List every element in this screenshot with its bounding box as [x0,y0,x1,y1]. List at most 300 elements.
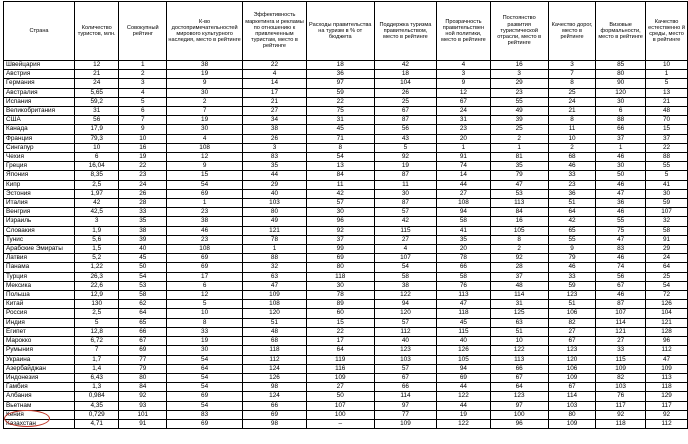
table-cell[interactable]: 1,7 [75,355,119,364]
table-cell[interactable]: 116 [306,364,374,373]
country-cell[interactable]: Албания [4,392,75,401]
table-cell[interactable]: 108 [167,245,243,254]
country-cell[interactable]: Германия [4,79,75,88]
table-cell[interactable]: 40 [243,189,307,198]
table-cell[interactable]: 22 [306,97,374,106]
table-cell[interactable]: 54 [374,263,437,272]
table-cell[interactable]: 44 [243,171,307,180]
table-cell[interactable]: 30 [646,189,688,198]
table-cell[interactable]: 36 [306,70,374,79]
table-cell[interactable]: 45 [306,125,374,134]
table-cell[interactable]: 96 [306,217,374,226]
table-cell[interactable]: 47 [646,355,688,364]
country-cell[interactable]: Франция [4,134,75,143]
country-cell[interactable]: США [4,116,75,125]
table-cell[interactable]: 39 [490,116,548,125]
table-cell[interactable]: 41 [437,226,490,235]
table-cell[interactable]: 123 [548,346,595,355]
table-cell[interactable]: 5 [646,79,688,88]
table-cell[interactable]: 97 [374,401,437,410]
table-cell[interactable]: 96 [490,419,548,428]
table-cell[interactable]: 106 [548,309,595,318]
table-cell[interactable]: 4,71 [75,419,119,428]
table-cell[interactable]: 3 [490,70,548,79]
table-cell[interactable]: 87 [596,300,646,309]
table-cell[interactable]: 26 [243,134,307,143]
table-cell[interactable]: 114 [490,291,548,300]
table-cell[interactable]: 22 [243,61,307,70]
table-cell[interactable]: 83 [243,153,307,162]
table-cell[interactable]: 21 [548,107,595,116]
table-cell[interactable]: 31 [437,116,490,125]
table-cell[interactable]: 59 [548,281,595,290]
table-cell[interactable]: 54 [167,401,243,410]
table-cell[interactable]: 12 [167,153,243,162]
table-cell[interactable]: 9 [167,162,243,171]
table-cell[interactable]: 0,984 [75,392,119,401]
table-cell[interactable]: 35 [119,217,167,226]
table-cell[interactable]: 115 [596,355,646,364]
table-cell[interactable]: 104 [646,309,688,318]
table-cell[interactable]: 64 [490,383,548,392]
table-cell[interactable]: 22,6 [75,281,119,290]
table-cell[interactable]: 123 [548,291,595,300]
table-cell[interactable]: 88 [243,254,307,263]
country-cell[interactable]: Гамбия [4,383,75,392]
table-cell[interactable]: 12 [437,88,490,97]
table-cell[interactable]: 16 [119,143,167,152]
table-cell[interactable]: 65 [548,226,595,235]
table-cell[interactable]: 64 [306,346,374,355]
table-cell[interactable]: 1 [490,143,548,152]
table-cell[interactable]: 67 [374,107,437,116]
table-cell[interactable]: 6 [119,107,167,116]
table-cell[interactable]: 45 [119,254,167,263]
table-cell[interactable]: 122 [374,291,437,300]
table-cell[interactable]: 120 [548,355,595,364]
table-cell[interactable]: 68 [548,153,595,162]
table-cell[interactable]: 24 [646,254,688,263]
table-cell[interactable]: 94 [374,300,437,309]
table-cell[interactable]: 17,9 [75,125,119,134]
table-cell[interactable]: 53 [490,189,548,198]
table-cell[interactable]: 40 [437,337,490,346]
table-cell[interactable]: 118 [243,346,307,355]
table-cell[interactable]: 1,4 [75,364,119,373]
table-cell[interactable]: 50 [119,263,167,272]
table-cell[interactable]: 129 [646,392,688,401]
table-cell[interactable]: 119 [306,355,374,364]
table-cell[interactable]: 88 [596,116,646,125]
country-cell[interactable]: Панама [4,263,75,272]
table-cell[interactable]: 122 [437,392,490,401]
table-cell[interactable]: 66 [490,364,548,373]
table-cell[interactable]: 64 [646,263,688,272]
table-cell[interactable]: 9 [548,245,595,254]
table-cell[interactable]: 107 [596,309,646,318]
table-cell[interactable]: 126 [243,373,307,382]
table-cell[interactable]: 37 [306,235,374,244]
table-cell[interactable]: 93 [119,401,167,410]
table-cell[interactable]: 51 [548,199,595,208]
table-cell[interactable]: 54 [646,281,688,290]
table-cell[interactable]: 67 [119,337,167,346]
table-cell[interactable]: 3 [75,217,119,226]
country-cell[interactable]: Казахстан [4,419,75,428]
table-cell[interactable]: 108 [167,143,243,152]
table-cell[interactable]: 8 [548,116,595,125]
table-cell[interactable]: 22 [119,162,167,171]
table-cell[interactable]: 40 [119,245,167,254]
table-cell[interactable]: 2 [548,143,595,152]
table-cell[interactable]: 6,43 [75,373,119,382]
table-cell[interactable]: 4 [167,134,243,143]
table-cell[interactable]: 50 [596,171,646,180]
table-cell[interactable]: 26,3 [75,272,119,281]
table-cell[interactable]: 126 [437,346,490,355]
table-cell[interactable]: 17 [306,337,374,346]
table-cell[interactable]: 59 [306,88,374,97]
table-cell[interactable]: 103 [548,401,595,410]
table-cell[interactable]: 12 [75,61,119,70]
table-cell[interactable]: 78 [306,291,374,300]
country-cell[interactable]: Греция [4,162,75,171]
table-cell[interactable]: 118 [306,272,374,281]
table-cell[interactable]: 39 [119,235,167,244]
table-cell[interactable]: 30 [167,346,243,355]
table-cell[interactable]: 58 [119,291,167,300]
table-cell[interactable]: 43 [374,134,437,143]
table-cell[interactable]: 54 [167,180,243,189]
table-cell[interactable]: 13 [646,88,688,97]
table-cell[interactable]: 94 [437,364,490,373]
table-cell[interactable]: 7 [75,346,119,355]
table-cell[interactable]: 67 [596,281,646,290]
table-cell[interactable]: 49 [243,217,307,226]
country-cell[interactable]: Кипр [4,180,75,189]
table-cell[interactable]: 37 [596,134,646,143]
country-cell[interactable]: Индия [4,318,75,327]
table-cell[interactable]: 83 [167,410,243,419]
table-cell[interactable]: 85 [596,61,646,70]
table-cell[interactable]: 19 [167,116,243,125]
table-cell[interactable]: 67 [548,337,595,346]
table-cell[interactable]: 10 [548,134,595,143]
table-cell[interactable]: 12,9 [75,291,119,300]
table-cell[interactable]: 126 [646,300,688,309]
table-cell[interactable]: 36 [596,199,646,208]
table-cell[interactable]: 123 [374,346,437,355]
table-cell[interactable]: 76 [437,281,490,290]
table-cell[interactable]: 55 [490,97,548,106]
table-cell[interactable]: 1,97 [75,189,119,198]
table-cell[interactable]: 46 [548,162,595,171]
table-cell[interactable]: 27 [306,383,374,392]
table-cell[interactable]: 37 [490,272,548,281]
table-cell[interactable]: 3 [243,143,307,152]
table-cell[interactable]: 30 [596,162,646,171]
table-cell[interactable]: 2 [167,97,243,106]
table-cell[interactable]: 25 [374,97,437,106]
table-cell[interactable]: 118 [437,309,490,318]
table-cell[interactable]: 16,04 [75,162,119,171]
table-cell[interactable]: 124 [243,392,307,401]
table-cell[interactable]: 122 [490,346,548,355]
table-cell[interactable]: 46 [167,226,243,235]
table-cell[interactable]: 11 [374,180,437,189]
table-cell[interactable]: 15 [646,125,688,134]
table-cell[interactable]: 67 [374,373,437,382]
table-cell[interactable]: 66 [374,383,437,392]
table-cell[interactable]: 59 [646,199,688,208]
table-cell[interactable]: 47 [243,281,307,290]
table-cell[interactable]: 36 [548,189,595,198]
table-cell[interactable]: 30 [596,97,646,106]
table-cell[interactable]: 2,5 [75,309,119,318]
table-cell[interactable]: 74 [596,263,646,272]
table-cell[interactable]: 18 [306,61,374,70]
table-cell[interactable]: 75 [306,107,374,116]
country-cell[interactable]: Арабские Эмираты [4,245,75,254]
table-cell[interactable]: 117 [646,401,688,410]
table-cell[interactable]: 109 [646,364,688,373]
table-cell[interactable]: 78 [243,235,307,244]
table-cell[interactable]: 54 [306,153,374,162]
table-cell[interactable]: 33 [548,171,595,180]
country-cell[interactable]: Марокко [4,337,75,346]
table-cell[interactable]: 109 [548,419,595,428]
table-cell[interactable]: 17 [167,272,243,281]
table-cell[interactable]: 7 [548,70,595,79]
table-cell[interactable]: 78 [437,254,490,263]
table-cell[interactable]: 0,729 [75,410,119,419]
country-cell[interactable]: Австралия [4,88,75,97]
table-cell[interactable]: 23 [490,88,548,97]
table-cell[interactable]: 5 [646,171,688,180]
table-cell[interactable]: 1 [437,143,490,152]
table-cell[interactable]: 5,6 [75,235,119,244]
table-cell[interactable]: 38 [243,125,307,134]
table-cell[interactable]: 97 [490,401,548,410]
table-cell[interactable]: 88 [646,153,688,162]
country-cell[interactable]: Канада [4,125,75,134]
table-cell[interactable]: 98 [243,419,307,428]
table-cell[interactable]: 84 [119,383,167,392]
table-cell[interactable]: 112 [243,355,307,364]
table-cell[interactable]: 69 [167,254,243,263]
table-cell[interactable]: 81 [490,153,548,162]
table-cell[interactable]: 27 [243,107,307,116]
table-cell[interactable]: 69 [243,410,307,419]
table-cell[interactable]: 42 [374,61,437,70]
table-cell[interactable]: 55 [646,162,688,171]
table-cell[interactable]: 108 [243,300,307,309]
table-cell[interactable]: 80 [596,70,646,79]
table-cell[interactable]: 12,8 [75,327,119,336]
table-cell[interactable]: 24 [119,180,167,189]
table-cell[interactable]: 38 [167,61,243,70]
table-cell[interactable]: 124 [243,364,307,373]
table-cell[interactable]: 23 [548,180,595,189]
table-cell[interactable]: 118 [596,419,646,428]
table-cell[interactable]: 35 [437,235,490,244]
table-cell[interactable]: 75 [596,226,646,235]
table-cell[interactable]: 2 [490,245,548,254]
table-cell[interactable]: 112 [646,419,688,428]
table-cell[interactable]: 2 [119,70,167,79]
table-cell[interactable]: 1,22 [75,263,119,272]
table-cell[interactable]: 46 [548,263,595,272]
table-cell[interactable]: 49 [490,107,548,116]
table-cell[interactable]: 35 [490,162,548,171]
table-cell[interactable]: 5 [119,97,167,106]
table-cell[interactable]: 6,72 [75,337,119,346]
table-cell[interactable]: 3 [548,61,595,70]
table-cell[interactable]: 8,35 [75,171,119,180]
table-cell[interactable]: 46 [596,153,646,162]
table-cell[interactable]: 69 [167,263,243,272]
table-cell[interactable]: 71 [306,134,374,143]
table-cell[interactable]: 9 [437,79,490,88]
table-cell[interactable]: 27 [596,337,646,346]
table-cell[interactable]: 19 [119,153,167,162]
country-cell[interactable]: Словакия [4,226,75,235]
table-cell[interactable]: 60 [306,309,374,318]
country-cell[interactable]: Украина [4,355,75,364]
country-cell[interactable]: Турция [4,272,75,281]
table-cell[interactable]: 69 [167,392,243,401]
country-cell[interactable]: Азербайджан [4,364,75,373]
table-cell[interactable]: 23 [167,235,243,244]
table-cell[interactable]: 51 [490,327,548,336]
table-cell[interactable]: 69 [167,419,243,428]
table-cell[interactable]: 79,3 [75,134,119,143]
table-cell[interactable]: 92 [490,254,548,263]
table-cell[interactable]: 27 [437,189,490,198]
table-cell[interactable]: 63 [490,318,548,327]
table-cell[interactable]: 118 [646,383,688,392]
table-cell[interactable]: 21 [75,70,119,79]
table-cell[interactable]: 83 [596,245,646,254]
table-cell[interactable]: 20 [437,245,490,254]
table-cell[interactable]: 112 [374,327,437,336]
table-cell[interactable]: 32 [646,217,688,226]
country-cell[interactable]: Эстония [4,189,75,198]
table-cell[interactable]: 109 [548,373,595,382]
table-cell[interactable]: 80 [119,373,167,382]
table-cell[interactable]: 33 [167,327,243,336]
table-cell[interactable]: 101 [119,410,167,419]
table-cell[interactable]: 82 [548,318,595,327]
table-cell[interactable]: 128 [646,327,688,336]
table-cell[interactable]: 42,5 [75,208,119,217]
table-cell[interactable]: 42 [75,199,119,208]
table-cell[interactable]: 56 [596,272,646,281]
table-cell[interactable]: 69 [306,254,374,263]
table-cell[interactable]: 47 [596,235,646,244]
table-cell[interactable]: 55 [548,235,595,244]
table-cell[interactable]: 20 [437,134,490,143]
table-cell[interactable]: 42 [548,217,595,226]
table-cell[interactable]: 92 [646,410,688,419]
table-cell[interactable]: 3 [119,79,167,88]
table-cell[interactable]: 14 [243,79,307,88]
table-cell[interactable]: 31 [490,300,548,309]
table-cell[interactable]: 99 [306,245,374,254]
table-cell[interactable]: 104 [374,79,437,88]
table-cell[interactable]: 113 [490,355,548,364]
table-cell[interactable]: 38 [374,281,437,290]
table-cell[interactable]: 63 [243,272,307,281]
table-cell[interactable]: 94 [437,208,490,217]
table-cell[interactable]: 16 [490,217,548,226]
table-cell[interactable]: 105 [490,226,548,235]
table-cell[interactable]: 27 [374,235,437,244]
table-cell[interactable]: 28 [119,199,167,208]
table-cell[interactable]: 51 [243,318,307,327]
table-cell[interactable]: 25 [548,88,595,97]
table-cell[interactable]: 46 [596,208,646,217]
table-cell[interactable]: 69 [119,346,167,355]
table-cell[interactable]: 29 [490,79,548,88]
table-cell[interactable]: 108 [437,199,490,208]
table-cell[interactable]: – [306,419,374,428]
table-cell[interactable]: 68 [243,337,307,346]
table-cell[interactable]: 107 [646,208,688,217]
table-cell[interactable]: 15 [306,318,374,327]
table-cell[interactable]: 32 [243,263,307,272]
table-cell[interactable]: 8 [306,143,374,152]
table-cell[interactable]: 58 [437,217,490,226]
table-cell[interactable]: 87 [374,116,437,125]
table-cell[interactable]: 6 [596,107,646,116]
table-cell[interactable]: 114 [548,392,595,401]
table-cell[interactable]: 10 [119,134,167,143]
table-cell[interactable]: 59,2 [75,97,119,106]
table-cell[interactable]: 107 [306,401,374,410]
table-cell[interactable]: 80 [548,410,595,419]
table-cell[interactable]: 91 [119,419,167,428]
table-cell[interactable]: 122 [437,419,490,428]
table-cell[interactable]: 112 [646,346,688,355]
table-cell[interactable]: 25 [490,125,548,134]
table-cell[interactable]: 10 [75,143,119,152]
table-cell[interactable]: 38 [167,217,243,226]
table-cell[interactable]: 17 [243,88,307,97]
table-cell[interactable]: 22 [646,143,688,152]
table-cell[interactable]: 89 [306,300,374,309]
table-cell[interactable]: 91 [646,235,688,244]
country-cell[interactable]: Индонезия [4,373,75,382]
table-cell[interactable]: 27 [548,327,595,336]
table-cell[interactable]: 57 [374,364,437,373]
table-cell[interactable]: 19 [437,410,490,419]
table-cell[interactable]: 123 [490,392,548,401]
table-cell[interactable]: 109 [306,373,374,382]
table-cell[interactable]: 121 [596,327,646,336]
table-cell[interactable]: 109 [243,291,307,300]
table-cell[interactable]: 28 [490,263,548,272]
table-cell[interactable]: 79 [490,171,548,180]
country-cell[interactable]: Испания [4,97,75,106]
table-cell[interactable]: 56 [75,116,119,125]
table-cell[interactable]: 92 [119,392,167,401]
table-cell[interactable]: 44 [437,180,490,189]
table-cell[interactable]: 2 [490,134,548,143]
table-cell[interactable]: 4,35 [75,401,119,410]
table-cell[interactable]: 33 [596,346,646,355]
table-cell[interactable]: 58 [437,272,490,281]
